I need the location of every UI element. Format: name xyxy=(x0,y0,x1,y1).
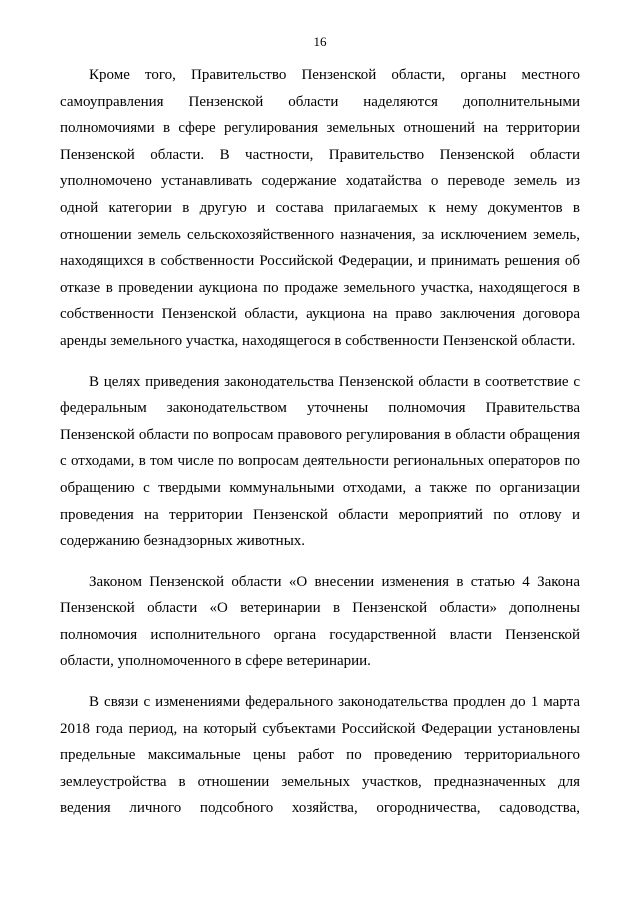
paragraph-land-survey-prices: В связи с изменениями федерального законодательства продлен до 1 марта 2018 года период, на который субъектами Российской Федерации установлены предельные максимальные цены работ по проведению территориального землеустройства в отношении земельных участков, предназначенных для ведения личного подсобного хозяйства, огородничества, садоводства, xyxy=(60,694,580,817)
paragraph-veterinary: Законом Пензенской области «О внесении изменения в статью 4 Закона Пензенской области «О ветеринарии в Пензенской области» дополнены полномочия исполнительного органа государственной власти Пензенской области, уполномоченного в сфере ветеринарии. xyxy=(60,573,580,670)
page-number: 16 xyxy=(313,34,327,49)
document-body xyxy=(60,62,580,822)
paragraph-waste-management: В целях приведения законодательства Пензенской области в соответствие с федеральным законодательством уточнены полномочия Правительства Пензенской области по вопросам правового регулирования в области обращения с отходами, в том числе по вопросам деятельности региональных операторов по обращению с твердыми коммунальными отходами, а также по организации проведения на территории Пензенской области мероприятий по отлову и содержанию безнадзорных животных. xyxy=(60,373,580,550)
paragraph-land-relations: Кроме того, Правительство Пензенской области, органы местного самоуправления Пензенской области наделяются дополнительными полномочиями в сфере регулирования земельных отношений на территории Пензенской области. В частности, Правительство Пензенской области уполномочено устанавливать содержание ходатайства о переводе земель из одной категории в другую и состава прилагаемых к нему документов в отношении земель сельскохозяйственного назначения, за исключением земель, находящихся в собственности Российской Федерации, и принимать решения об отказе в проведении аукциона по продаже земельного участка, находящегося в собственности Пензенской области, аукциона на право заключения договора аренды земельного участка, находящегося в собственности Пензенской области. xyxy=(60,67,580,349)
